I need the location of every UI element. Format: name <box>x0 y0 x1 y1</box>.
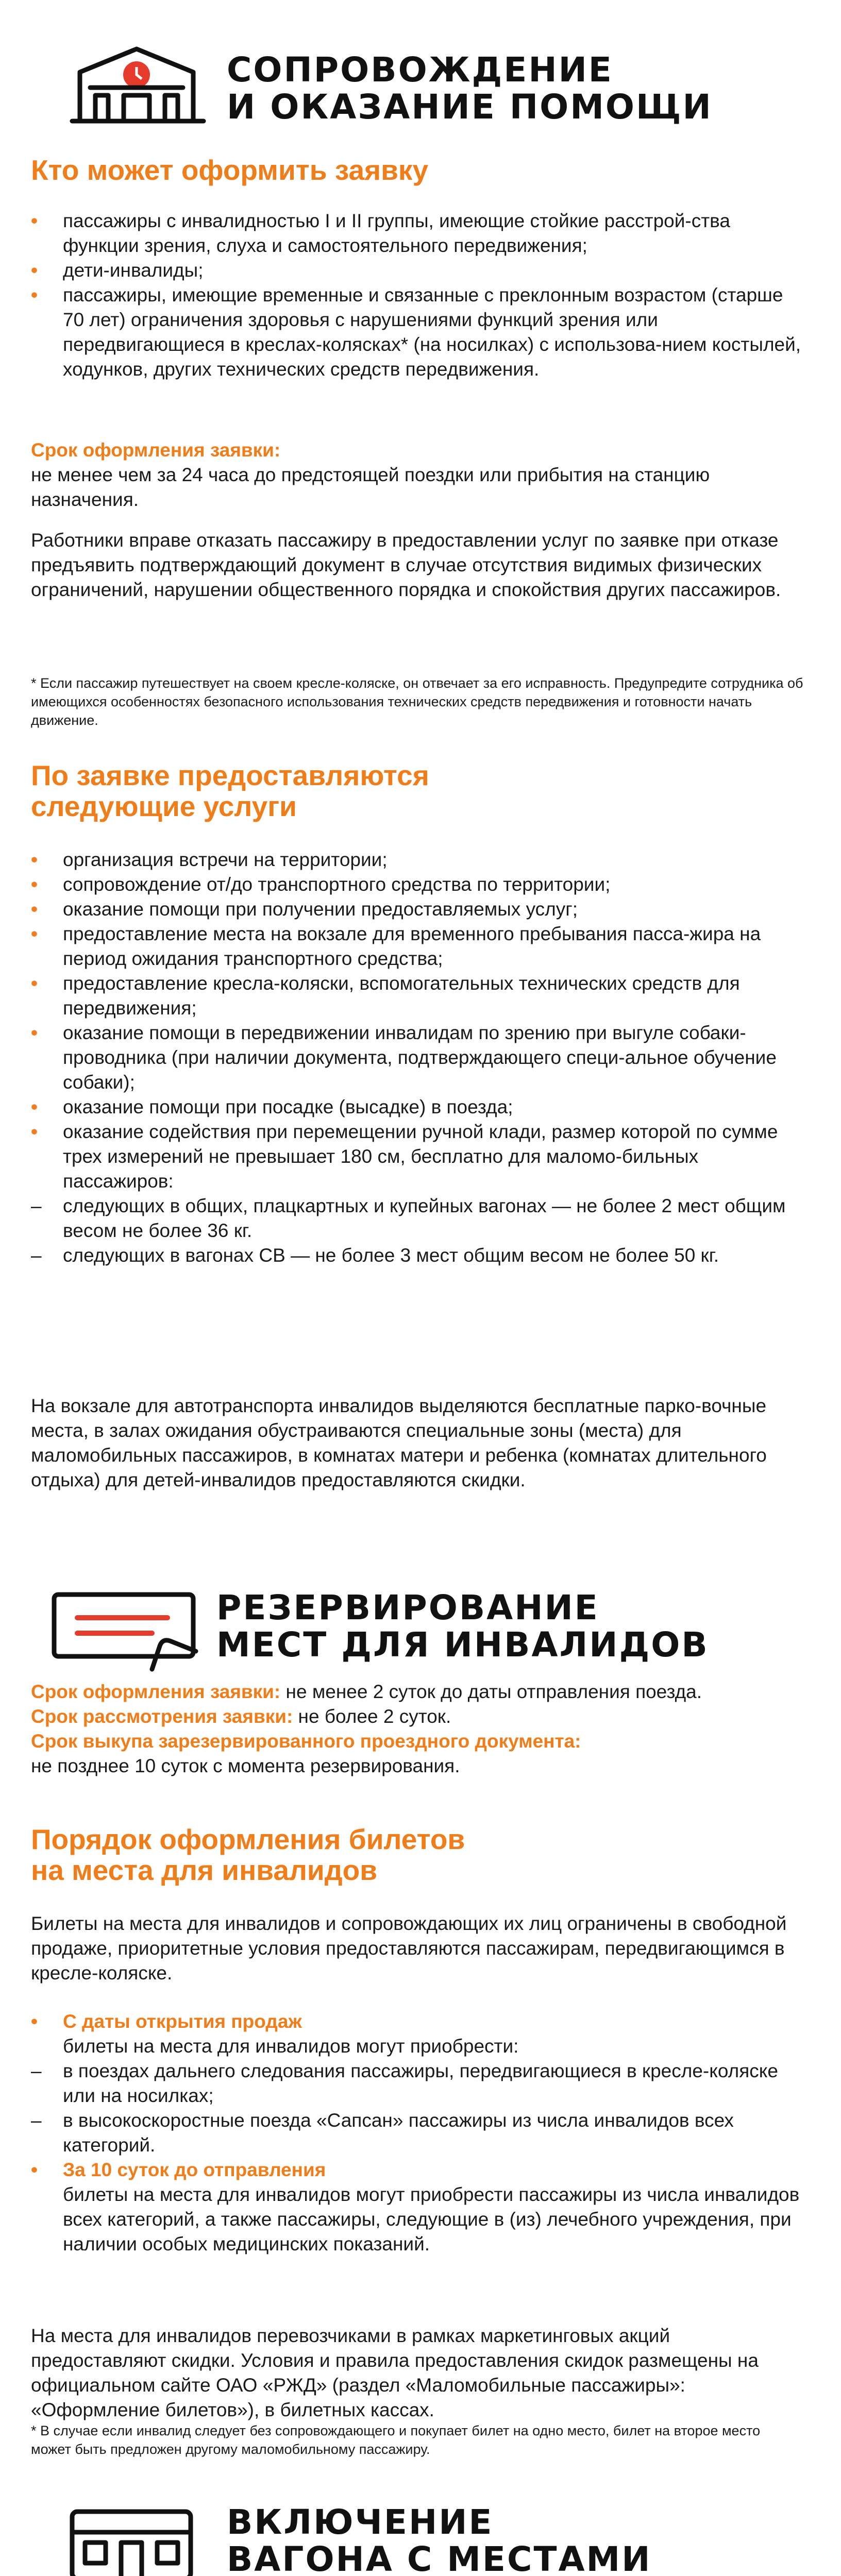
who-can-apply-list <box>31 209 804 382</box>
services-heading-line1: По заявке предоставляются <box>31 759 429 791</box>
list-item: • пассажиры, имеющие временные и связанные с преклонным возрастом (старше 70 лет) ограничения здоровья с нарушениями функций зрения или передвигающиеся в креслах-колясках* (на носилках) с использова-нием костылей, ходунков, других технических средств передвижения. <box>31 283 804 382</box>
deadline-label: Срок оформления заявки: <box>31 1681 281 1702</box>
ten-days-label: За 10 суток до отправления <box>63 2159 326 2180</box>
list-item: • предоставление места на вокзале для временного пребывания пасса-жира на период ожидания транспортного средства; <box>31 922 804 971</box>
section-title-line2: МЕСТ ДЛЯ ИНВАЛИДОВ <box>216 1625 709 1665</box>
list-item: • сопровождение от/до транспортного средства по территории; <box>31 872 804 897</box>
parking-text: На вокзале для автотранспорта инвалидов выделяются бесплатные парко-вочные места, в залах ожидания обустраиваются специальные зоны (места) для маломобильных пассажиров, в комнатах матери и ребенка (комнатах длительного отдыха) для детей-инвалидов предоставляются скидки. <box>31 1395 767 1490</box>
order-heading-line2: на места для инвалидов <box>31 1854 378 1886</box>
list-item: – следующих в вагонах СВ — не более 3 мест общим весом не более 50 кг. <box>31 1243 804 1268</box>
list-item: • предоставление кресла-коляски, вспомогательных технических средств для передвижения; <box>31 971 804 1021</box>
sale-open-text: билеты на места для инвалидов могут приобрести: <box>63 2036 519 2057</box>
review-label: Срок рассмотрения заявки: <box>31 1706 293 1727</box>
deadline-text: не менее чем за 24 часа до предстоящей поездки или прибытия на станцию назначения. <box>31 464 710 510</box>
order-intro: Билеты на места для инвалидов и сопровождающих их лиц ограничены в свободной продаже, приоритетные условия предоставляются пассажирам, передвигающимся в кресле-коляске. <box>31 1913 787 1984</box>
list-item: • пассажиры с инвалидностью I и II группы, имеющие стойкие расстрой-ства функции зрения, слуха и самостоятельного передвижения; <box>31 209 804 258</box>
list-item: • дети-инвалиды; <box>31 258 804 283</box>
footnote: * Если пассажир путешествует на своем кресле-коляске, он отвечает за его исправность. Предупредите сотрудника об имеющихся особенностях безопасного использования технических средств передвижения и готовности начать движение. <box>31 675 803 728</box>
deadline-text: не менее 2 суток до даты отправления поезда. <box>280 1681 702 1702</box>
list-item: • оказание помощи при посадке (высадке) в поезда; <box>31 1095 804 1120</box>
who-can-apply-heading: Кто может оформить заявку <box>31 154 429 186</box>
discount-text: На места для инвалидов перевозчиками в рамках маркетинговых акций предоставляют скидки. Условия и правила предоставления скидок размещены на официальном сайте ОАО «РЖД» (раздел «Маломобильные пассажиры»: «Оформление билетов»), в билетных кассах. <box>31 2325 759 2420</box>
refusal-text: Работники вправе отказать пассажиру в предоставлении услуг по заявке при отказе предъявить подтверждающий документ в случае отсутствия видимых физических ограничений, нарушении общественного порядка и спокойствия других пассажиров. <box>31 530 781 600</box>
sale-rules-list <box>31 2009 804 2257</box>
list-item: • организация встречи на территории; <box>31 848 804 872</box>
train-car-icon <box>64 2504 198 2576</box>
footnote: * В случае если инвалид следует без сопровождающего и покупает билет на одно место, билет на второе место может быть предложен другому маломобильному пассажиру. <box>31 2423 761 2457</box>
list-item: – следующих в общих, плацкартных и купейных вагонах — не более 2 мест общим весом не более 36 кг. <box>31 1194 804 1243</box>
section-title-line1: СОПРОВОЖДЕНИЕ <box>227 50 613 90</box>
redeem-text: не позднее 10 суток с момента резервирования. <box>31 1755 460 1776</box>
order-heading-line1: Порядок оформления билетов <box>31 1823 465 1855</box>
section-title-line2: ВАГОНА С МЕСТАМИ <box>227 2539 652 2576</box>
ticket-reservation-icon <box>49 1589 204 1672</box>
list-item: – в высокоскоростные поезда «Сапсан» пассажиры из числа инвалидов всех категорий. <box>31 2108 804 2158</box>
list-item: – в поездах дальнего следования пассажиры, передвигающиеся в кресле-коляске или на носилках; <box>31 2059 804 2108</box>
section-title-line1: РЕЗЕРВИРОВАНИЕ <box>216 1588 599 1628</box>
station-building-icon <box>64 44 211 126</box>
deadline-label: Срок оформления заявки: <box>31 439 281 461</box>
review-text: не более 2 суток. <box>293 1706 451 1727</box>
list-item: • оказание помощи в передвижении инвалидам по зрению при выгуле собаки-проводника (при наличии документа, подтверждающего специ-альное обучение собаки); <box>31 1021 804 1095</box>
redeem-label: Срок выкупа зарезервированного проездного документа: <box>31 1731 581 1752</box>
services-heading-line2: следующие услуги <box>31 790 297 822</box>
list-item: • оказание содействия при перемещении ручной клади, размер которой по сумме трех измерений не превышает 180 см, бесплатно для маломо-бильных пассажиров: <box>31 1120 804 1194</box>
sale-open-label: С даты открытия продаж <box>63 2011 302 2032</box>
list-item: • оказание помощи при получении предоставляемых услуг; <box>31 897 804 922</box>
ten-days-text: билеты на места для инвалидов могут приобрести пассажиры из числа инвалидов всех категорий, а также пассажиры, следующие в (из) лечебного учреждения, при наличии особых медицинских показаний. <box>63 2184 800 2255</box>
services-list <box>31 848 804 1268</box>
section-title-line1: ВКЛЮЧЕНИЕ <box>227 2502 494 2542</box>
section-title-line2: И ОКАЗАНИЕ ПОМОЩИ <box>227 87 713 127</box>
